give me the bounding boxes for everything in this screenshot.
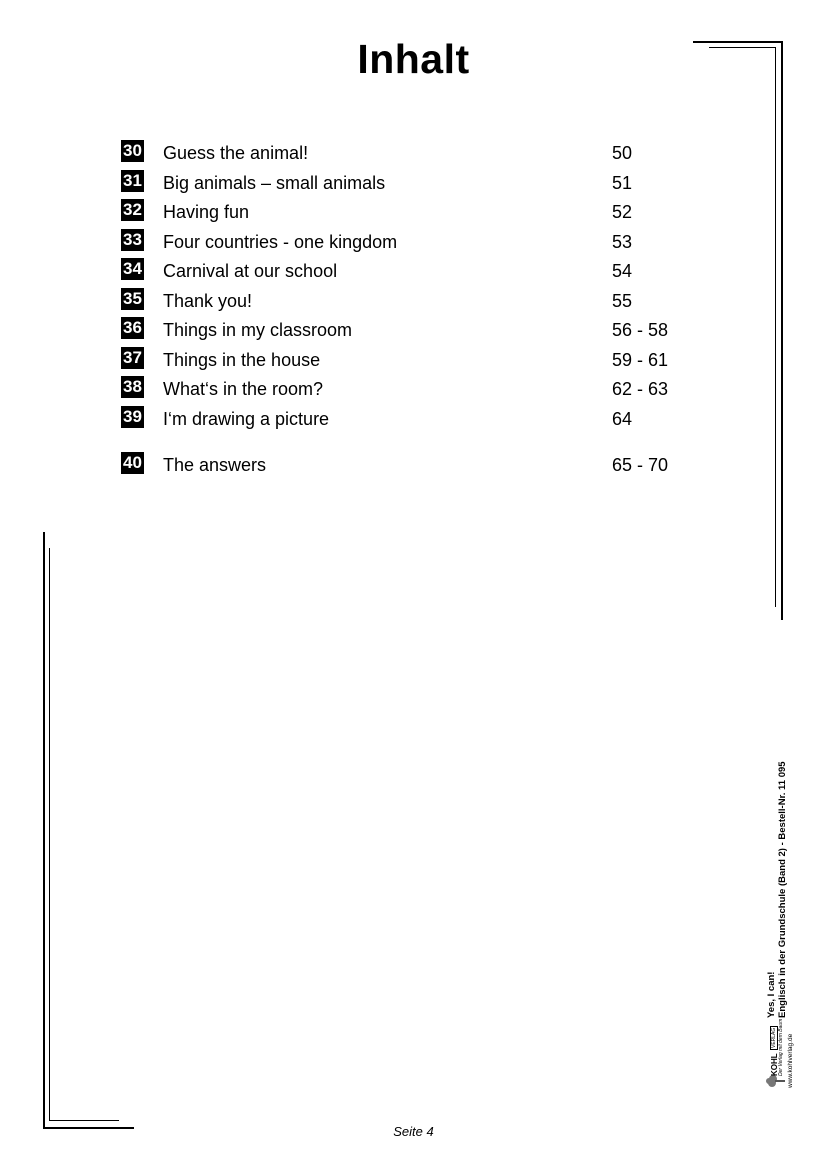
frame-line-top-right-inner-v — [775, 47, 776, 607]
frame-line-top-right-outer-v — [781, 41, 783, 620]
toc-row — [121, 405, 721, 429]
page-number: 51 — [612, 173, 633, 193]
chapter-number: 31 — [121, 170, 144, 192]
chapter-title: What‘s in the room? — [163, 379, 324, 399]
toc-row — [121, 316, 721, 340]
toc-row — [121, 346, 721, 370]
chapter-number: 33 — [121, 229, 144, 251]
chapter-title: Carnival at our school — [163, 261, 338, 281]
chapter-number: 37 — [121, 347, 144, 369]
page-number: 64 — [612, 409, 633, 429]
toc-row — [121, 257, 721, 281]
chapter-number: 38 — [121, 376, 144, 398]
chapter-number: 30 — [121, 140, 144, 162]
chapter-title: Having fun — [163, 202, 250, 222]
page-number: 56 - 58 — [612, 320, 669, 340]
frame-line-bottom-left-inner-v — [49, 548, 50, 1120]
chapter-number: 32 — [121, 199, 144, 221]
toc-row — [121, 375, 721, 399]
page-title: Inhalt — [357, 36, 470, 82]
toc-row — [121, 139, 721, 163]
page-number: 52 — [612, 202, 633, 222]
page-number: 59 - 61 — [612, 350, 669, 370]
chapter-title: Big animals – small animals — [163, 173, 386, 193]
chapter-title: Things in the house — [163, 350, 321, 370]
page-number: 55 — [612, 291, 633, 311]
chapter-title: The answers — [163, 455, 267, 475]
page-footer: Seite 4 — [393, 1124, 434, 1139]
page-number: 54 — [612, 261, 633, 281]
publisher-tagline: Der Verlag mit dem Baum — [778, 1018, 784, 1076]
page-number: 50 — [612, 143, 633, 163]
chapter-title: Guess the animal! — [163, 143, 309, 163]
chapter-title: Things in my classroom — [163, 320, 353, 340]
toc-row — [121, 451, 721, 475]
page-number: 53 — [612, 232, 633, 252]
toc-row — [121, 228, 721, 252]
chapter-number: 35 — [121, 288, 144, 310]
frame-line-bottom-left-outer-v — [43, 532, 45, 1129]
chapter-number: 39 — [121, 406, 144, 428]
tree-icon — [766, 1074, 788, 1088]
toc-row — [121, 169, 721, 193]
page-number: 65 - 70 — [612, 455, 669, 475]
chapter-title: Thank you! — [163, 291, 253, 311]
chapter-number: 36 — [121, 317, 144, 339]
chapter-title: I‘m drawing a picture — [163, 409, 330, 429]
publisher-badge: VERLAG — [771, 1027, 777, 1048]
publisher-url: www.kohlverlag.de — [787, 1033, 794, 1088]
chapter-number: 40 — [121, 452, 144, 474]
page-number: 62 - 63 — [612, 379, 669, 399]
toc-row — [121, 198, 721, 222]
toc-row — [121, 287, 721, 311]
book-series: Yes, I can! — [766, 971, 777, 1018]
chapter-number: 34 — [121, 258, 144, 280]
publisher-logo — [740, 1018, 794, 1088]
frame-line-top-right-outer-h — [693, 41, 783, 43]
publisher-name: KOHL — [770, 1053, 779, 1076]
publisher-sidebar — [740, 733, 800, 1088]
chapter-title: Four countries - one kingdom — [163, 232, 398, 252]
frame-line-bottom-left-inner-h — [49, 1120, 119, 1121]
frame-line-top-right-inner-h — [709, 47, 776, 48]
book-title: Englisch in der Grundschule (Band 2) - Bestell-Nr. 11 095 — [777, 761, 788, 1018]
